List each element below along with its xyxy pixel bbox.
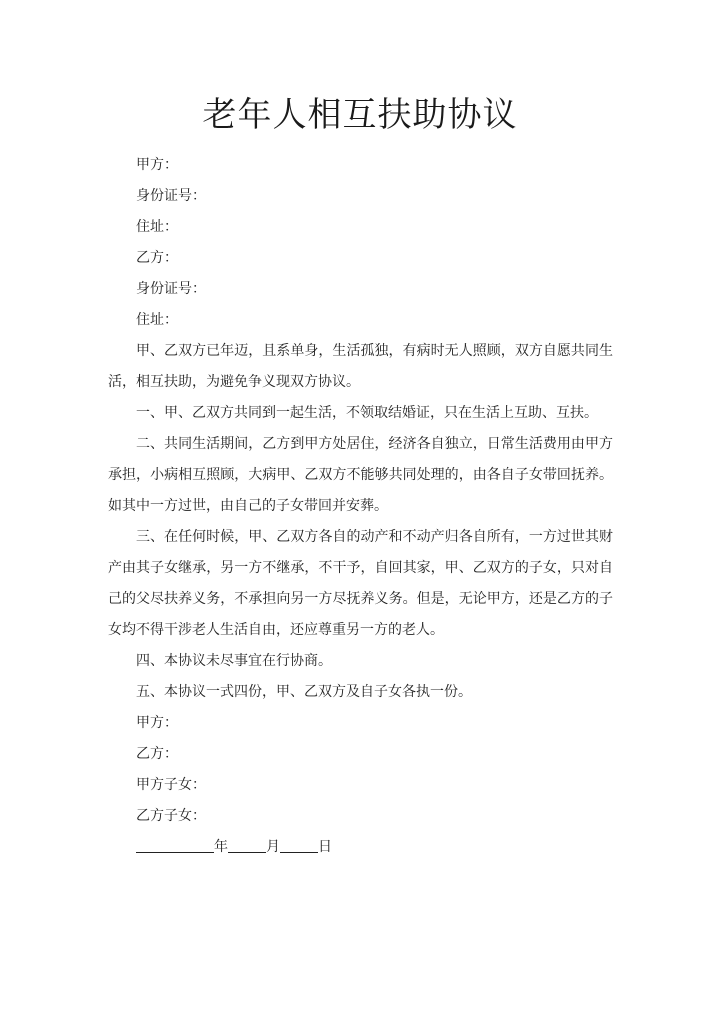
party-a-label: 甲方： — [136, 157, 178, 173]
clause-1: 一、甲、乙双方共同到一起生活，不领取结婚证，只在生活上互助、互扶。 — [136, 405, 598, 421]
clause-2: 二、共同生活期间，乙方到甲方处居住，经济各自独立，日常生活费用由甲方承担，小病相互照顾，大病甲、乙双方不能够共同处理的，由各自子女带回抚养。如其中一方过世，由自己的子女带回并安葬。 — [108, 436, 613, 514]
signature-party-a-children: 甲方子女： — [136, 777, 206, 793]
month-label: 月 — [266, 839, 280, 855]
party-a-address-label: 住址： — [136, 219, 178, 235]
signature-party-a: 甲方： — [136, 715, 178, 731]
date-line — [108, 832, 613, 863]
year-label: 年 — [214, 839, 228, 855]
day-label: 日 — [318, 839, 332, 855]
clause-5: 五、本协议一式四份，甲、乙双方及自子女各执一份。 — [136, 684, 472, 700]
document-title: 老年人相互扶助协议 — [202, 95, 518, 135]
document-body — [108, 150, 613, 863]
clause-4: 四、本协议未尽事宜在行协商。 — [136, 653, 332, 669]
month-blank[interactable] — [228, 838, 266, 853]
year-blank[interactable] — [136, 838, 214, 853]
party-b-address-label: 住址： — [136, 312, 178, 328]
clause-3: 三、在任何时候，甲、乙双方各自的动产和不动产归各自所有，一方过世其财产由其子女继承，另一方不继承，不干予，自回其家，甲、乙双方的子女，只对自己的父尽扶养义务，不承担向另一方尽抚养义务。但是，无论甲方，还是乙方的子女均不得干涉老人生活自由，还应尊重另一方的老人。 — [108, 529, 613, 638]
party-b-label: 乙方： — [136, 250, 178, 266]
day-blank[interactable] — [280, 838, 318, 853]
preamble-paragraph: 甲、乙双方已年迈，且系单身，生活孤独，有病时无人照顾，双方自愿共同生活，相互扶助，为避免争义现双方协议。 — [108, 343, 613, 390]
signature-party-b: 乙方： — [136, 746, 178, 762]
party-b-id-label: 身份证号： — [136, 281, 206, 297]
signature-party-b-children: 乙方子女： — [136, 808, 206, 824]
party-a-id-label: 身份证号： — [136, 188, 206, 204]
